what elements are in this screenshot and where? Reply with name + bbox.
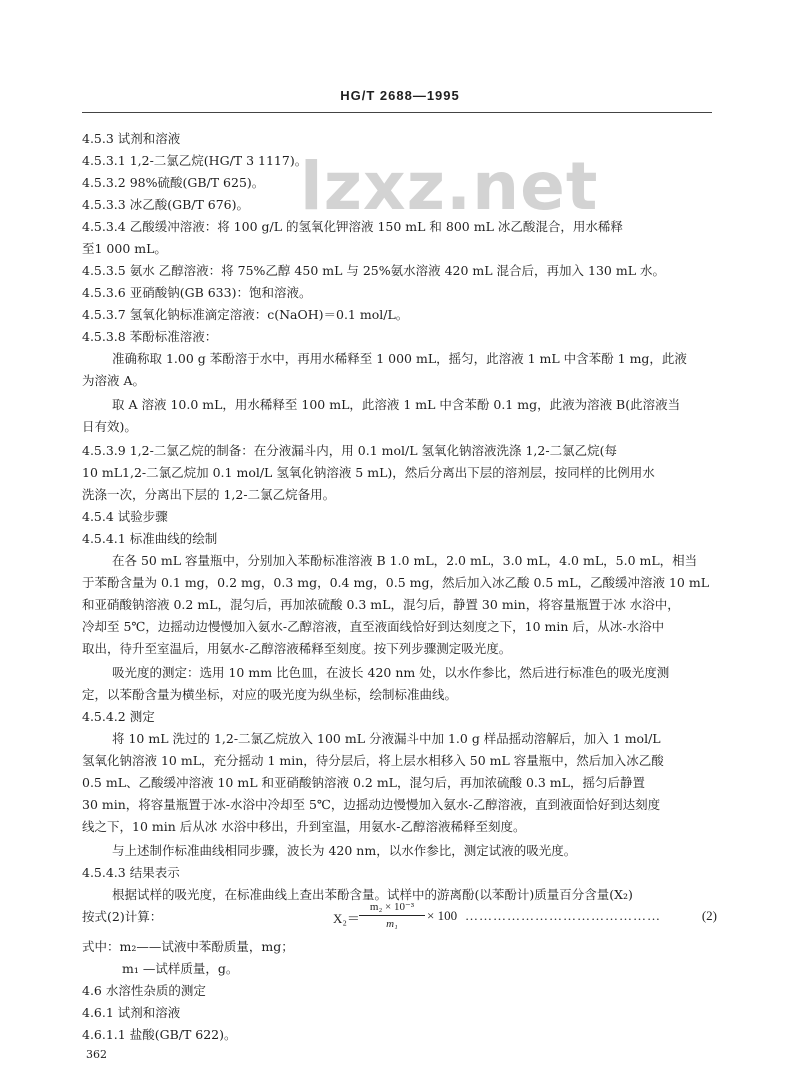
page-number: 362 (86, 1048, 107, 1061)
paragraph-line: 30 min，将容量瓶置于冰-水浴中冷却至 5℃，边摇动边慢慢加入氨水-乙醇溶液，直到液面恰好到达刻度 (82, 797, 661, 812)
paragraph-line: 吸光度的测定：选用 10 mm 比色皿，在波长 420 nm 处，以水作参比，然后进行标准色的吸光度测 (112, 665, 670, 680)
list-item: 4.5.3.1 1,2-二氯乙烷(HG/T 3 1117)。 (82, 153, 308, 168)
watermark: lzxz.net (300, 148, 599, 225)
formula-numerator: m₂ × 10⁻³ (369, 901, 415, 913)
subsection-heading: 4.5.4.1 标准曲线的绘制 (82, 531, 218, 546)
formula-leader: …………………………………… (465, 908, 661, 923)
formula-lhs: X₂＝ (333, 911, 360, 926)
list-item: 4.5.3.3 冰乙酸(GB/T 676)。 (82, 197, 250, 212)
paragraph-line: 根据试样的吸光度，在标准曲线上查出苯酚含量。试样中的游离酚(以苯酚计)质量百分含量(X₂) (112, 887, 633, 902)
standard-header: HG/T 2688—1995 (340, 88, 460, 103)
paragraph-line: 线之下，10 min 后从冰 水浴中移出，升到室温，用氨水-乙醇溶液稀释至刻度。 (82, 819, 526, 834)
list-item: 4.5.3.7 氢氧化钠标准滴定溶液：c(NaOH)＝0.1 mol/L。 (82, 307, 409, 322)
paragraph-line: 取出，待升至室温后，用氨水-乙醇溶液稀释至刻度。按下列步骤测定吸光度。 (82, 641, 512, 656)
paragraph-line: 日有效)。 (82, 419, 137, 434)
paragraph-line: 定，以苯酚含量为横坐标，对应的吸光度为纵坐标，绘制标准曲线。 (82, 687, 458, 702)
paragraph-line: 与上述制作标准曲线相同步骤，波长为 420 nm，以水作参比，测定试液的吸光度。 (112, 843, 577, 858)
paragraph-line: 和亚硝酸钠溶液 0.2 mL，混匀后，再加浓硫酸 0.3 mL，混匀后，静置 30 min，将容量瓶置于冰 水浴中， (82, 597, 680, 612)
paragraph-line: 氢氧化钠溶液 10 mL，充分摇动 1 min，待分层后，将上层水相移入 50 mL 容量瓶中，然后加入冰乙酸 (82, 753, 664, 768)
paragraph-line: 准确称取 1.00 g 苯酚溶于水中，再用水稀释至 1 000 mL，摇匀，此溶液 1 mL 中含苯酚 1 mg，此液 (112, 351, 687, 366)
paragraph-line: 10 mL1,2-二氯乙烷加 0.1 mol/L 氢氧化钠溶液 5 mL)，然后分离出下层的溶剂层，按同样的比例用水 (82, 465, 655, 480)
formula-denominator: m₁ (386, 918, 398, 930)
equation-number: (2) (701, 908, 717, 923)
section-heading-4-5-4: 4.5.4 试验步骤 (82, 509, 168, 524)
formula-legend-line: 式中：m₂——试液中苯酚质量，mg； (82, 939, 294, 954)
section-heading-4-5-3: 4.5.3 试剂和溶液 (82, 131, 181, 146)
paragraph-line: 取 A 溶液 10.0 mL，用水稀释至 100 mL，此溶液 1 mL 中含苯酚 0.1 mg，此液为溶液 B(此溶液当 (112, 397, 681, 412)
formula-fraction (359, 900, 425, 931)
list-item: 4.5.3.5 氨水 乙醇溶液：将 75%乙醇 450 mL 与 25%氨水溶液 420 mL 混合后，再加入 130 mL 水。 (82, 263, 665, 278)
subsection-heading: 4.5.4.3 结果表示 (82, 865, 180, 880)
paragraph-line: 至1 000 mL。 (82, 241, 167, 256)
subsection-heading: 4.6.1 试剂和溶液 (82, 1005, 181, 1020)
list-item: 4.5.3.2 98%硫酸(GB/T 625)。 (82, 175, 265, 190)
formula-multiplier: × 100 (427, 908, 458, 923)
formula-2 (333, 902, 717, 934)
list-item: 4.6.1.1 盐酸(GB/T 622)。 (82, 1027, 237, 1042)
paragraph-line: 洗涤一次，分离出下层的 1,2-二氯乙烷备用。 (82, 487, 336, 502)
subsection-heading: 4.5.4.2 测定 (82, 709, 155, 724)
list-item: 4.5.3.6 亚硝酸钠(GB 633)：饱和溶液。 (82, 285, 312, 300)
paragraph-line: 冷却至 5℃，边摇动边慢慢加入氨水-乙醇溶液，直至液面线恰好到达刻度之下，10 min 后，从冰-水浴中 (82, 619, 665, 634)
paragraph-line: 4.5.3.4 乙酸缓冲溶液：将 100 g/L 的氢氧化钾溶液 150 mL 和 800 mL 冰乙酸混合，用水稀释 (82, 219, 623, 234)
paragraph-line: 在各 50 mL 容量瓶中，分别加入苯酚标准溶液 B 1.0 mL，2.0 mL，3.0 mL，4.0 mL，5.0 mL，相当 (112, 553, 698, 568)
section-heading-4-6: 4.6 水溶性杂质的测定 (82, 983, 206, 998)
paragraph-line: 4.5.3.9 1,2-二氯乙烷的制备：在分液漏斗内，用 0.1 mol/L 氢氧化钠溶液洗涤 1,2-二氯乙烷(每 (82, 443, 617, 458)
paragraph-line: 0.5 mL、乙酸缓冲溶液 10 mL 和亚硝酸钠溶液 0.2 mL，混匀后，再加浓硫酸 0.3 mL，摇匀后静置 (82, 775, 645, 790)
formula-legend-line: m₁ —试样质量，g。 (122, 961, 239, 976)
paragraph-line: 为溶液 A。 (82, 373, 146, 388)
list-item: 4.5.3.8 苯酚标准溶液： (82, 329, 218, 344)
paragraph-line: 按式(2)计算： (82, 909, 163, 924)
paragraph-line: 于苯酚含量为 0.1 mg，0.2 mg，0.3 mg，0.4 mg，0.5 mg，然后加入冰乙酸 0.5 mL，乙酸缓冲溶液 10 mL (82, 575, 709, 590)
header-rule (82, 112, 712, 113)
fraction-bar (359, 915, 425, 916)
paragraph-line: 将 10 mL 洗过的 1,2-二氯乙烷放入 100 mL 分液漏斗中加 1.0 g 样品摇动溶解后，加入 1 mol/L (112, 731, 661, 746)
